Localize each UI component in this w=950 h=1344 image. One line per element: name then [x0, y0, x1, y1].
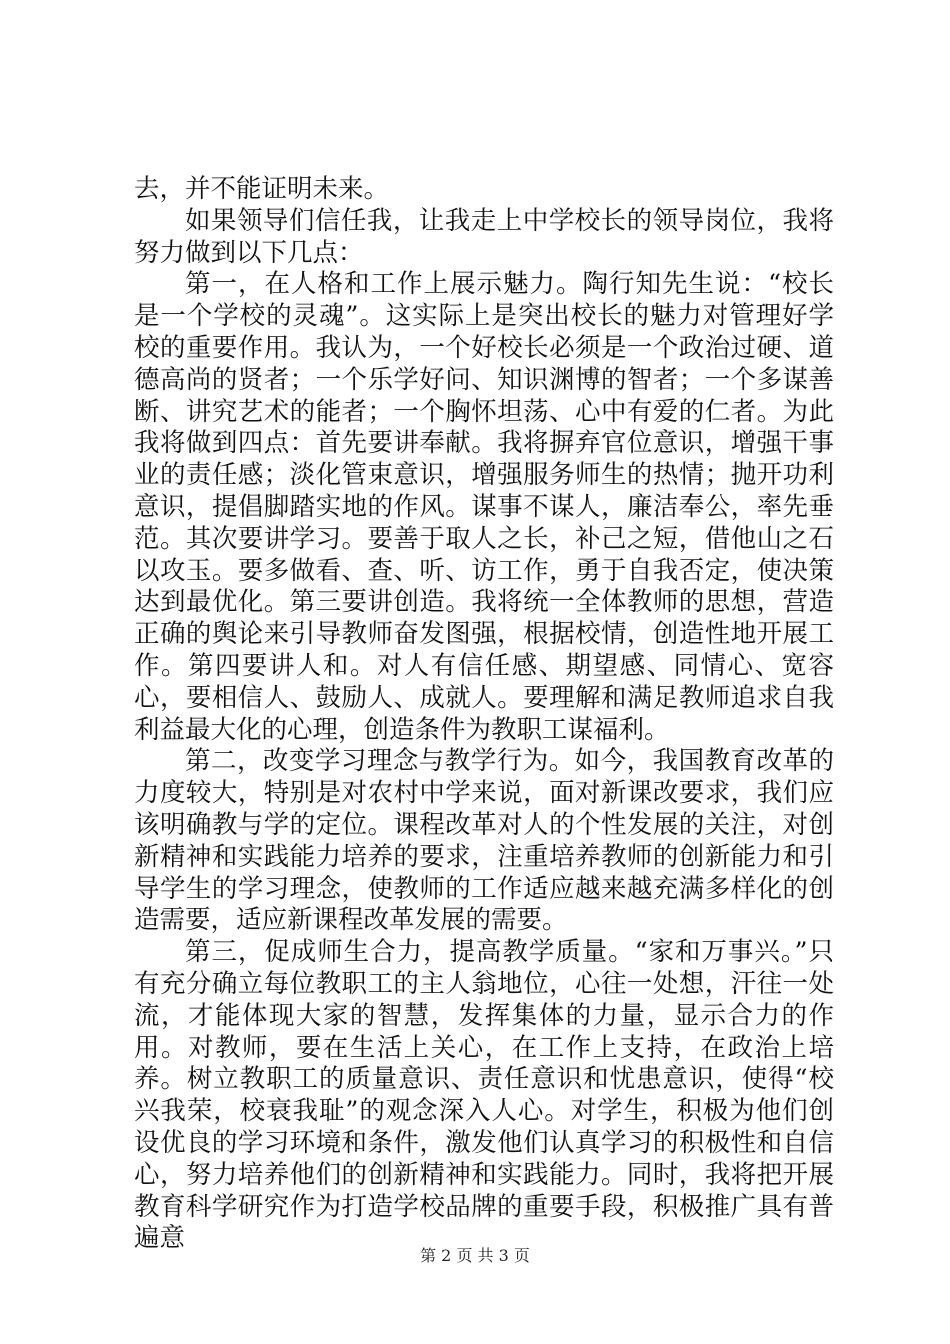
paragraph-3: 第一，在人格和工作上展示魅力。陶行知先生说：“校长是一个学校的灵魂”。这实际上是突出校长的魅力对管理好学校的重要作用。我认为，一个好校长必须是一个政治过硬、道德高尚的贤者；一个乐学好问、知识渊博的智者；一个多谋善断、讲究艺术的能者；一个胸怀坦荡、心中有爱的仁者。为此我将做到四点：首先要讲奉献。我将摒弃官位意识，增强干事业的责任感；淡化管束意识，增强服务师生的热情；抛开功利意识，提倡脚踏实地的作风。谋事不谋人，廉洁奉公，率先垂范。其次要讲学习。要善于取人之长，补己之短，借他山之石以攻玉。要多做看、查、听、访工作，勇于自我否定，使决策达到最优化。第三要讲创造。我将统一全体教师的思想，营造正确的舆论来引导教师奋发图强，根据校情，创造性地开展工作。第四要讲人和。对人有信任感、期望感、同情心、宽容心，要相信人、鼓励人、成就人。要理解和满足教师追求自我利益最大化的心理，创造条件为教职工谋福利。: [134, 269, 834, 745]
page-number-footer: 第 2 页 共 3 页: [420, 1246, 530, 1265]
paragraph-4: 第二，改变学习理念与教学行为。如今，我国教育改革的力度较大，特别是对农村中学来说，面对新课改要求，我们应该明确教与学的定位。课程改革对人的个性发展的关注，对创新精神和实践能力培养的要求，注重培养教师的创新能力和引导学生的学习理念，使教师的工作适应越来越充满多样化的创造需要，适应新课程改革发展的需要。: [134, 746, 834, 936]
paragraph-1: 去，并不能证明未来。: [134, 174, 390, 204]
paragraph-2: 如果领导们信任我，让我走上中学校长的领导岗位，我将努力做到以下几点：: [134, 205, 834, 268]
paragraph-5: 第三，促成师生合力，提高教学质量。“家和万事兴。”只有充分确立每位教职工的主人翁地位，心往一处想，汗往一处流，才能体现大家的智慧，发挥集体的力量，显示合力的作用。对教师，要在生活上关心，在工作上支持，在政治上培养。树立教职工的质量意识、责任意识和忧患意识，使得“校兴我荣，校衰我耻”的观念深入人心。对学生，积极为他们创设优良的学习环境和条件，激发他们认真学习的积极性和自信心，努力培养他们的创新精神和实践能力。同时，我将把开展教育科学研究作为打造学校品牌的重要手段，积极推广具有普遍意: [134, 937, 834, 1254]
document-body: [134, 174, 834, 1255]
